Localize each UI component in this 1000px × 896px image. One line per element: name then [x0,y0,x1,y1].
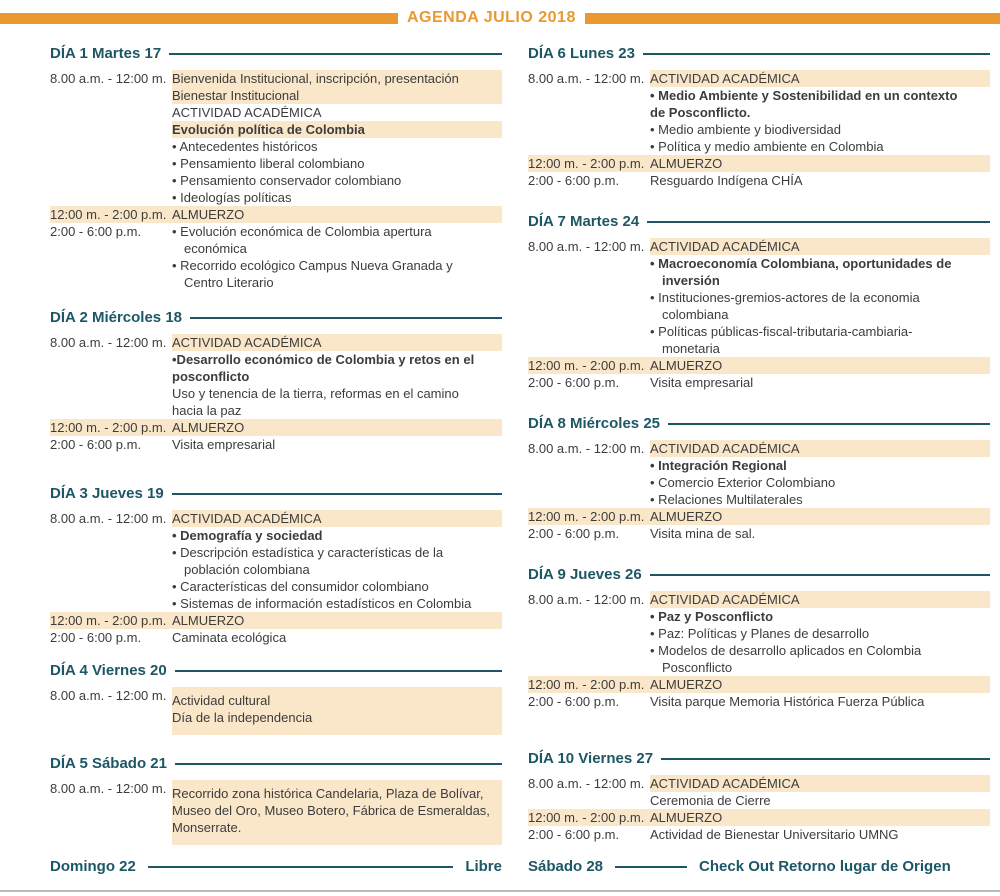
bottom-divider [0,890,1000,892]
entry-line: Ceremonia de Cierre [650,793,771,808]
day-section [50,662,502,735]
entry-content [172,70,502,206]
entry-line: Bienvenida Institucional, inscripción, presentación [172,70,502,87]
entry-line: • Modelos de desarrollo aplicados en Colombia [650,643,922,658]
day-header [50,755,502,772]
time-label: 2:00 - 6:00 p.m. [528,694,620,709]
time-label: 2:00 - 6:00 p.m. [528,173,620,188]
footer-domingo [50,858,502,875]
day-section [50,755,502,845]
time-label: 8.00 a.m. - 12:00 m. [528,592,645,607]
entry-line: Actividad cultural [172,693,271,708]
time-label: 12:00 m. - 2:00 p.m. [528,677,645,692]
entry-line: Actividad de Bienestar Universitario UMNG [650,827,899,842]
entry-line: monetaria [662,341,720,356]
day-section [528,566,990,710]
entry-line: posconflicto [172,369,250,384]
time-label: 8.00 a.m. - 12:00 m. [528,71,645,86]
schedule-entry [50,223,502,291]
entry-content [650,70,990,155]
time-label: 2:00 - 6:00 p.m. [50,630,142,645]
agenda-column-right [528,45,990,843]
time-label: 2:00 - 6:00 p.m. [50,224,142,239]
day-title: DÍA 6 Lunes 23 [528,45,635,62]
day-title: DÍA 3 Jueves 19 [50,485,164,502]
footer-sabado-label: Sábado 28 [528,858,604,875]
entry-content [650,525,990,542]
entry-line: Uso y tenencia de la tierra, reformas en el camino [172,386,459,401]
entry-content [650,155,990,172]
entry-content [650,809,990,826]
day-section [528,213,990,391]
entry-line: ACTIVIDAD ACADÉMICA [650,775,990,792]
entry-content [650,775,990,809]
day-title-rule [169,53,502,55]
entry-line: • Instituciones-gremios-actores de la economia [650,290,920,305]
entry-line: • Pensamiento conservador colombiano [172,173,402,188]
day-header [50,45,502,62]
entry-content [172,206,502,223]
day-title-rule [650,574,990,576]
day-section [528,415,990,542]
schedule-entry [50,612,502,629]
entry-content [172,687,502,735]
day-title-rule [647,221,990,223]
entry-line: • Descripción estadística y características de la [172,545,444,560]
footer-sabado [528,858,990,875]
day-title-rule [661,758,990,760]
entry-line: Evolución política de Colombia [172,121,502,138]
time-label: 12:00 m. - 2:00 p.m. [528,358,645,373]
entry-content [650,693,990,710]
schedule-entry [528,693,990,710]
entry-content [172,510,502,612]
day-title: DÍA 8 Miércoles 25 [528,415,661,432]
schedule-entry [50,70,502,206]
time-label: 8.00 a.m. - 12:00 m. [50,335,167,350]
entry-line: • Medio ambiente y biodiversidad [650,122,841,137]
entry-content [650,238,990,357]
entry-line: hacia la paz [172,403,242,418]
day-header [528,750,990,767]
entry-line: • Paz: Políticas y Planes de desarrollo [650,626,870,641]
time-label: 8.00 a.m. - 12:00 m. [50,688,167,703]
day-title-rule [175,763,502,765]
day-section [50,309,502,453]
time-label: 12:00 m. - 2:00 p.m. [50,613,167,628]
day-section [528,750,990,843]
entry-content [172,223,502,291]
entry-line: población colombiana [184,562,310,577]
day-title: DÍA 2 Miércoles 18 [50,309,183,326]
schedule-entry [50,510,502,612]
entry-line: • Antecedentes históricos [172,139,318,154]
day-title: DÍA 7 Martes 24 [528,213,640,230]
schedule-entry [528,155,990,172]
entry-line: ALMUERZO [650,156,723,171]
entry-line: •Desarrollo económico de Colombia y retos en el [172,352,475,367]
schedule-entry [528,591,990,676]
entry-line: ALMUERZO [172,613,245,628]
day-header [528,45,990,62]
schedule-entry [528,525,990,542]
entry-line: ALMUERZO [650,810,723,825]
day-title: DÍA 10 Viernes 27 [528,750,654,767]
schedule-entry [50,334,502,419]
day-title: DÍA 5 Sábado 21 [50,755,167,772]
agenda-column-left [50,45,502,845]
time-label: 8.00 a.m. - 12:00 m. [528,239,645,254]
entry-content [650,591,990,676]
entry-line: • Recorrido ecológico Campus Nueva Granada y [172,258,453,273]
schedule-entry [528,238,990,357]
entry-line: ALMUERZO [650,677,723,692]
schedule-entry [50,629,502,646]
time-label: 2:00 - 6:00 p.m. [528,375,620,390]
entry-line: ACTIVIDAD ACADÉMICA [650,440,990,457]
entry-content [172,629,502,646]
schedule-entry [50,419,502,436]
agenda-header [0,6,1000,30]
entry-line: Caminata ecológica [172,630,287,645]
entry-line: Día de la independencia [172,710,313,725]
entry-content [650,172,990,189]
footer-sabado-rule [615,866,687,868]
entry-line: • Ideologías políticas [172,190,292,205]
entry-line: • Macroeconomía Colombiana, oportunidades de [650,256,952,271]
entry-line: • Demografía y sociedad [172,528,323,543]
entry-line: • Relaciones Multilaterales [650,492,803,507]
entry-content [650,676,990,693]
entry-line: Visita empresarial [172,437,276,452]
entry-line: • Evolución económica de Colombia apertura [172,224,432,239]
time-label: 12:00 m. - 2:00 p.m. [50,420,167,435]
schedule-entry [528,508,990,525]
time-label: 2:00 - 6:00 p.m. [50,437,142,452]
day-header [528,415,990,432]
entry-line: Centro Literario [184,275,274,290]
entry-content [172,436,502,453]
footer-domingo-rule [148,866,453,868]
entry-line: ALMUERZO [650,358,723,373]
entry-line: • Comercio Exterior Colombiano [650,475,836,490]
day-section [50,485,502,646]
entry-content [650,826,990,843]
schedule-entry [528,374,990,391]
entry-line: inversión [662,273,720,288]
schedule-entry [528,775,990,809]
entry-line: Recorrido zona histórica Candelaria, Plaza de Bolívar, [172,786,484,801]
entry-line: Visita mina de sal. [650,526,756,541]
time-label: 2:00 - 6:00 p.m. [528,526,620,541]
entry-line: • Paz y Posconflicto [650,609,774,624]
day-title-rule [190,317,502,319]
schedule-entry [528,357,990,374]
day-title-rule [172,493,502,495]
entry-line: ACTIVIDAD ACADÉMICA [172,105,322,120]
entry-line: colombiana [662,307,729,322]
schedule-entry [50,780,502,845]
schedule-entry [50,436,502,453]
entry-line: ACTIVIDAD ACADÉMICA [650,591,990,608]
schedule-entry [528,809,990,826]
day-header [50,309,502,326]
entry-line: ALMUERZO [172,207,245,222]
entry-line: Posconflicto [662,660,733,675]
time-label: 8.00 a.m. - 12:00 m. [50,511,167,526]
entry-content [172,780,502,845]
schedule-entry [528,70,990,155]
day-title-rule [175,670,502,672]
time-label: 12:00 m. - 2:00 p.m. [528,509,645,524]
entry-line: Monserrate. [172,820,242,835]
day-title-rule [643,53,990,55]
entry-line: • Políticas públicas-fiscal-tributaria-cambiaria- [650,324,913,339]
entry-line: ACTIVIDAD ACADÉMICA [650,70,990,87]
footer-domingo-label: Domingo 22 [50,858,136,875]
entry-line: ACTIVIDAD ACADÉMICA [172,334,502,351]
day-title: DÍA 4 Viernes 20 [50,662,167,679]
day-header [50,485,502,502]
entry-line: económica [184,241,247,256]
entry-line: ALMUERZO [172,420,245,435]
entry-line: Resguardo Indígena CHÍA [650,173,803,188]
entry-content [650,374,990,391]
time-label: 12:00 m. - 2:00 p.m. [528,810,645,825]
entry-line: ACTIVIDAD ACADÉMICA [172,510,502,527]
time-label: 8.00 a.m. - 12:00 m. [50,71,167,86]
entry-content [650,357,990,374]
entry-line: Visita parque Memoria Histórica Fuerza Pública [650,694,925,709]
day-header [50,662,502,679]
schedule-entry [528,440,990,508]
entry-line: Museo del Oro, Museo Botero, Fábrica de Esmeraldas, [172,803,490,818]
time-label: 2:00 - 6:00 p.m. [528,827,620,842]
entry-line: ACTIVIDAD ACADÉMICA [650,238,990,255]
entry-content [650,440,990,508]
day-section [50,45,502,291]
day-header [528,213,990,230]
time-label: 8.00 a.m. - 12:00 m. [528,776,645,791]
day-title: DÍA 1 Martes 17 [50,45,162,62]
entry-line: Bienestar Institucional [172,87,502,104]
schedule-entry [50,687,502,735]
entry-line: • Pensamiento liberal colombiano [172,156,365,171]
time-label: 12:00 m. - 2:00 p.m. [50,207,167,222]
entry-line: • Política y medio ambiente en Colombia [650,139,884,154]
entry-content [172,612,502,629]
time-label: 12:00 m. - 2:00 p.m. [528,156,645,171]
schedule-entry [528,676,990,693]
entry-line: de Posconflicto. [650,105,751,120]
schedule-entry [528,826,990,843]
time-label: 8.00 a.m. - 12:00 m. [528,441,645,456]
footer-domingo-note: Libre [465,858,502,875]
day-title-rule [668,423,990,425]
schedule-entry [50,206,502,223]
entry-content [172,334,502,419]
entry-content [650,508,990,525]
entry-line: ALMUERZO [650,509,723,524]
entry-content [172,419,502,436]
time-label: 8.00 a.m. - 12:00 m. [50,781,167,796]
entry-line: Visita empresarial [650,375,754,390]
header-bar-right [585,13,1000,24]
entry-line: • Medio Ambiente y Sostenibilidad en un contexto [650,88,958,103]
day-section [528,45,990,189]
footer-sabado-note: Check Out Retorno lugar de Origen [699,858,951,875]
day-title: DÍA 9 Jueves 26 [528,566,642,583]
agenda-title: AGENDA JULIO 2018 [407,9,576,26]
schedule-entry [528,172,990,189]
header-bar-left [0,13,398,24]
day-header [528,566,990,583]
entry-line: • Integración Regional [650,458,787,473]
entry-line: • Sistemas de información estadísticos en Colombia [172,596,472,611]
entry-line: • Características del consumidor colombiano [172,579,429,594]
